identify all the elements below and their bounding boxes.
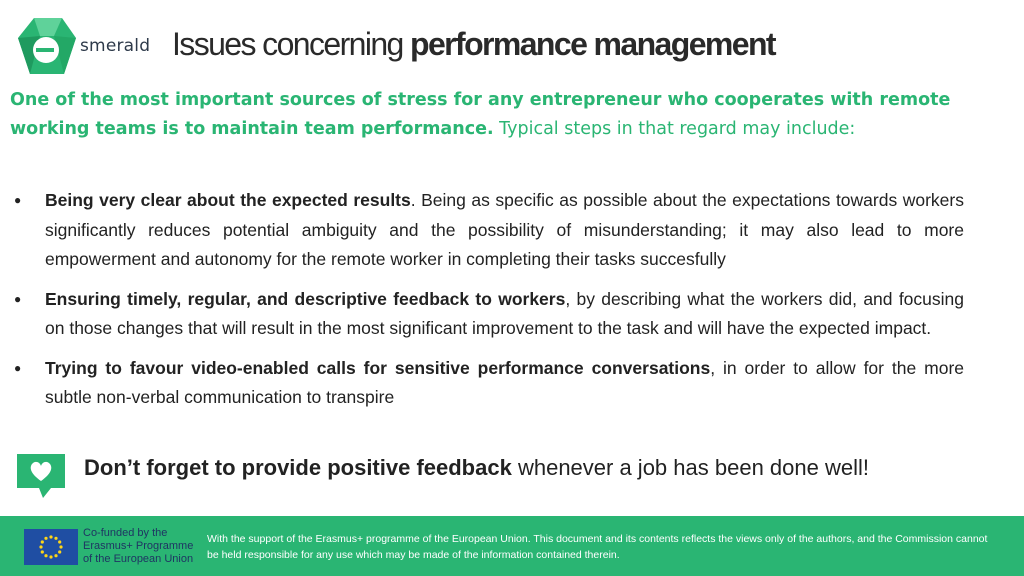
bullet-icon: ●: [14, 360, 22, 375]
intro-bold: One of the most important sources of stress for any entrepreneur who cooperates with remote working teams is to maintain team performance.: [10, 90, 951, 139]
tip-bold: Don’t forget to provide positive feedback: [84, 455, 512, 480]
list-item: [14, 186, 964, 275]
eu-line-2: Erasmus+ Programme: [83, 540, 194, 552]
bullet-text: . Being as specific as possible about the expectations towards workers significantly reduces potential ambiguity and the possibility of misunderstanding; it may also lead to more empowerment and autonomy for the remote worker in completing their tasks succesfully: [45, 190, 964, 269]
tip-text: [84, 455, 869, 481]
page-title: [172, 26, 775, 63]
list-item: [14, 285, 964, 344]
title-bold: performance management: [410, 26, 775, 62]
list-item: [14, 354, 964, 413]
emerald-gem-icon: [16, 16, 78, 78]
bullet-list: [14, 186, 964, 423]
eu-line-1: Co-funded by the: [83, 527, 168, 539]
bullet-lead: Trying to favour video-enabled calls for sensitive performance conversations: [45, 357, 711, 378]
disclaimer-text: With the support of the Erasmus+ programme of the European Union. This document and its contents reflects the views only of the authors, and the Commission cannot be held responsible for any use which may be made of the information contained therein.: [207, 533, 988, 561]
bullet-icon: ●: [14, 193, 22, 207]
bullet-lead: Ensuring timely, regular, and descriptive feedback to workers: [45, 288, 566, 309]
esmerald-logo: [16, 16, 156, 78]
bullet-lead: Being very clear about the expected results: [45, 190, 411, 210]
eu-flag-icon: [24, 529, 78, 565]
intro-normal: Typical steps in that regard may include:: [493, 119, 856, 139]
intro-paragraph: [10, 86, 1010, 144]
logo-text: smerald: [80, 36, 151, 56]
eu-line-3: of the European Union: [83, 553, 194, 565]
bullet-icon: ●: [14, 291, 22, 306]
bullet-text: , in order to allow for the more subtle non-verbal communication to transpire: [45, 357, 964, 407]
title-normal: Issues concerning: [172, 26, 411, 62]
bullet-text: , by describing what the workers did, and focusing on those changes that will result in the most significant improvement to the task and will have the expected impact.: [45, 288, 965, 338]
tip-normal: whenever a job has been done well!: [511, 455, 869, 480]
eu-cofunded-label: [83, 527, 198, 566]
footer: [0, 516, 1024, 576]
heart-speech-bubble-icon: [13, 450, 69, 500]
